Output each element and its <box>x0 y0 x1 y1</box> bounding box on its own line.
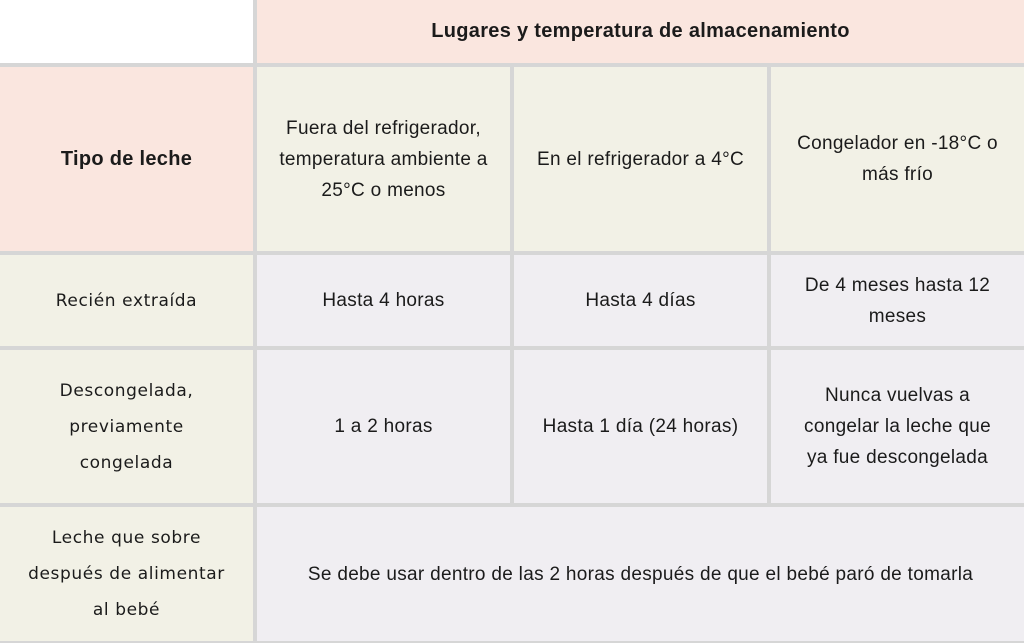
table-cell: 1 a 2 horas <box>257 350 510 503</box>
row-label-thawed: Descongelada, previamente congelada <box>0 350 253 503</box>
table-cell: De 4 meses hasta 12 meses <box>771 255 1024 346</box>
table-cell: Hasta 1 día (24 horas) <box>514 350 767 503</box>
merged-table-cell: Se debe usar dentro de las 2 horas después de que el bebé paró de tomarla <box>257 507 1024 641</box>
table-title: Lugares y temperatura de almacenamiento <box>257 0 1024 63</box>
row-label-leftover: Leche que sobre después de alimentar al bebé <box>0 507 253 641</box>
table-cell: Hasta 4 días <box>514 255 767 346</box>
column-header-freezer: Congelador en -18°C o más frío <box>771 67 1024 251</box>
row-header-label: Tipo de leche <box>0 67 253 251</box>
table-cell: Nunca vuelvas a congelar la leche que ya fue descongelada <box>771 350 1024 503</box>
column-header-room: Fuera del refrigerador, temperatura ambiente a 25°C o menos <box>257 67 510 251</box>
column-header-fridge: En el refrigerador a 4°C <box>514 67 767 251</box>
table-cell: Hasta 4 horas <box>257 255 510 346</box>
row-label-fresh: Recién extraída <box>0 255 253 346</box>
corner-cell <box>0 0 253 63</box>
